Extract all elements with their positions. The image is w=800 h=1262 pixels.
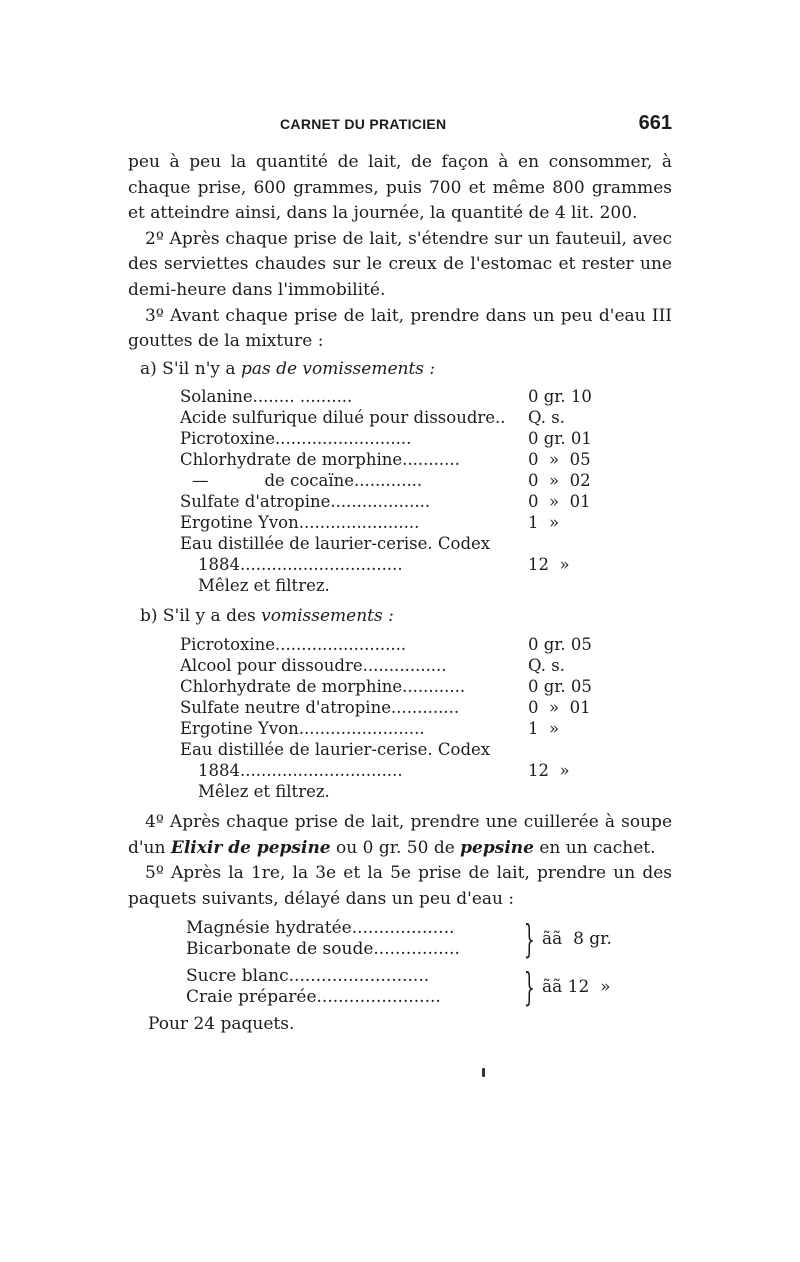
- ingredient-name: 1884...............................: [198, 760, 403, 780]
- rx-b-row: [180, 739, 672, 760]
- rx-a-row: [180, 449, 672, 470]
- ingredient-name-text: de cocaïne.............: [264, 471, 423, 491]
- rx-a-row: [180, 533, 672, 554]
- section-a-label: [140, 357, 672, 383]
- ingredient-qty: 0 » 01: [528, 492, 591, 512]
- ingredient-qty: 0 gr. 01: [528, 429, 592, 449]
- section-b-prefix: b) S'il y a des: [140, 606, 262, 627]
- paragraph-step-3: 3º Avant chaque prise de lait, prendre dans un peu d'eau III gouttes de la mixture :: [128, 305, 672, 352]
- rx-b-row: [180, 718, 672, 739]
- paragraph-step-4: [128, 810, 672, 861]
- paragraph-continuation: peu à peu la quantité de lait, de façon à en consommer, à chaque prise, 600 grammes, puis 700 et même 800 grammes et atteindre ainsi, dans la journée, la quantité de 4 lit. 200.: [128, 152, 672, 224]
- rx-b-row: [180, 634, 672, 655]
- paragraph-step-2: 2º Après chaque prise de lait, s'étendre sur un fauteuil, avec des serviettes chaudes sur le creux de l'estomac et rester une demi-heure dans l'immobilité.: [128, 228, 672, 300]
- rx-b-row: [180, 697, 672, 718]
- ingredient-name: Sulfate neutre d'atropine.............: [180, 697, 460, 717]
- section-b-label: [140, 604, 672, 630]
- ingredient-qty: 0 » 05: [528, 450, 591, 470]
- ingredient-qty: 0 gr. 05: [528, 676, 592, 696]
- p4-text-e: en un cachet.: [533, 837, 656, 858]
- ingredient-name: Sulfate d'atropine...................: [180, 492, 431, 512]
- ingredient-name: Solanine........ ..........: [180, 387, 353, 407]
- page-number: 661: [638, 112, 672, 134]
- ingredient-qty: Q. s.: [528, 655, 565, 675]
- ingredient-name: Chlorhydrate de morphine............: [180, 676, 466, 696]
- p4-elixir: Elixir de pepsine: [170, 837, 331, 858]
- ingredient-name: Eau distillée de laurier-cerise. Codex: [180, 739, 491, 759]
- group-items: [186, 966, 526, 1008]
- ingredient-name: Eau distillée de laurier-cerise. Codex: [180, 534, 491, 554]
- mix-instruction: Mêlez et filtrez.: [198, 576, 330, 596]
- p4-text-c: ou 0 gr. 50 de: [330, 837, 461, 858]
- group-item: Sucre blanc..........................: [186, 966, 430, 987]
- rx-a-row: [180, 428, 672, 449]
- mix-instruction: Mêlez et filtrez.: [198, 781, 330, 801]
- running-title: CARNET DU PRATICIEN: [280, 116, 447, 132]
- group-qty: ãã 8 gr.: [542, 928, 612, 949]
- ingredient-qty: 0 gr. 10: [528, 387, 592, 407]
- ingredient-qty: Q. s.: [528, 408, 565, 428]
- ditto-dash: —: [192, 471, 209, 491]
- group-qty: ãã 12 »: [542, 976, 611, 997]
- page-body: [128, 150, 672, 1038]
- ingredient-qty: 12 »: [528, 555, 570, 575]
- ingredient-qty: 1 »: [528, 513, 560, 533]
- ingredient-name: 1884...............................: [198, 555, 403, 575]
- ingredient-qty: 0 » 01: [528, 697, 591, 717]
- section-a-prefix: a) S'il n'y a: [140, 358, 241, 379]
- brace-icon: }: [523, 917, 535, 962]
- rx-a-row: [180, 491, 672, 512]
- group-item: Magnésie hydratée...................: [186, 918, 455, 939]
- p4-pepsine: pepsine: [460, 837, 534, 858]
- rx-a-row: [180, 554, 672, 575]
- prescription-a: [180, 386, 672, 596]
- ingredient-name: Picrotoxine..........................: [180, 429, 412, 449]
- section-a-emphasis: pas de vomissements :: [240, 358, 436, 379]
- ingredient-name: Picrotoxine.........................: [180, 634, 407, 654]
- rx-a-row: [180, 470, 672, 491]
- ingredient-name: Ergotine Yvon........................: [180, 718, 425, 738]
- ingredient-name: [180, 470, 518, 491]
- ingredient-name: Acide sulfurique dilué pour dissoudre..: [180, 408, 506, 428]
- ingredient-qty: 12 »: [528, 760, 570, 780]
- ink-speck: [482, 1068, 485, 1077]
- ingredient-qty: 0 » 02: [528, 471, 591, 491]
- closing-line: Pour 24 paquets.: [148, 1014, 295, 1035]
- rx-b-row: [180, 760, 672, 781]
- paragraph-step-5: 5º Après la 1re, la 3e et la 5e prise de lait, prendre un des paquets suivants, délayé dans un peu d'eau :: [128, 863, 672, 909]
- rx-b-row: [180, 676, 672, 697]
- group-items: [186, 918, 526, 960]
- group-item: Bicarbonate de soude................: [186, 939, 460, 960]
- packet-group-2: [186, 966, 672, 1008]
- rx-a-row: [180, 407, 672, 428]
- brace-icon: }: [523, 965, 535, 1010]
- page-header: [0, 112, 800, 142]
- ingredient-name: Chlorhydrate de morphine...........: [180, 450, 460, 470]
- rx-a-row: [180, 512, 672, 533]
- rx-b-row: [180, 655, 672, 676]
- ingredient-qty: 1 »: [528, 718, 560, 738]
- ingredient-name: Alcool pour dissoudre................: [180, 655, 447, 675]
- prescription-b: [180, 634, 672, 802]
- rx-a-row: [180, 386, 672, 407]
- p4-text-a: 4º Après chaque prise de lait, prendre une cuillerée à soupe d'un: [128, 811, 672, 858]
- packet-group-1: [186, 918, 672, 960]
- section-b-emphasis: vomissements :: [261, 606, 394, 627]
- ingredient-name: Ergotine Yvon.......................: [180, 513, 420, 533]
- group-item: Craie préparée.......................: [186, 987, 441, 1008]
- ingredient-qty: 0 gr. 05: [528, 634, 592, 654]
